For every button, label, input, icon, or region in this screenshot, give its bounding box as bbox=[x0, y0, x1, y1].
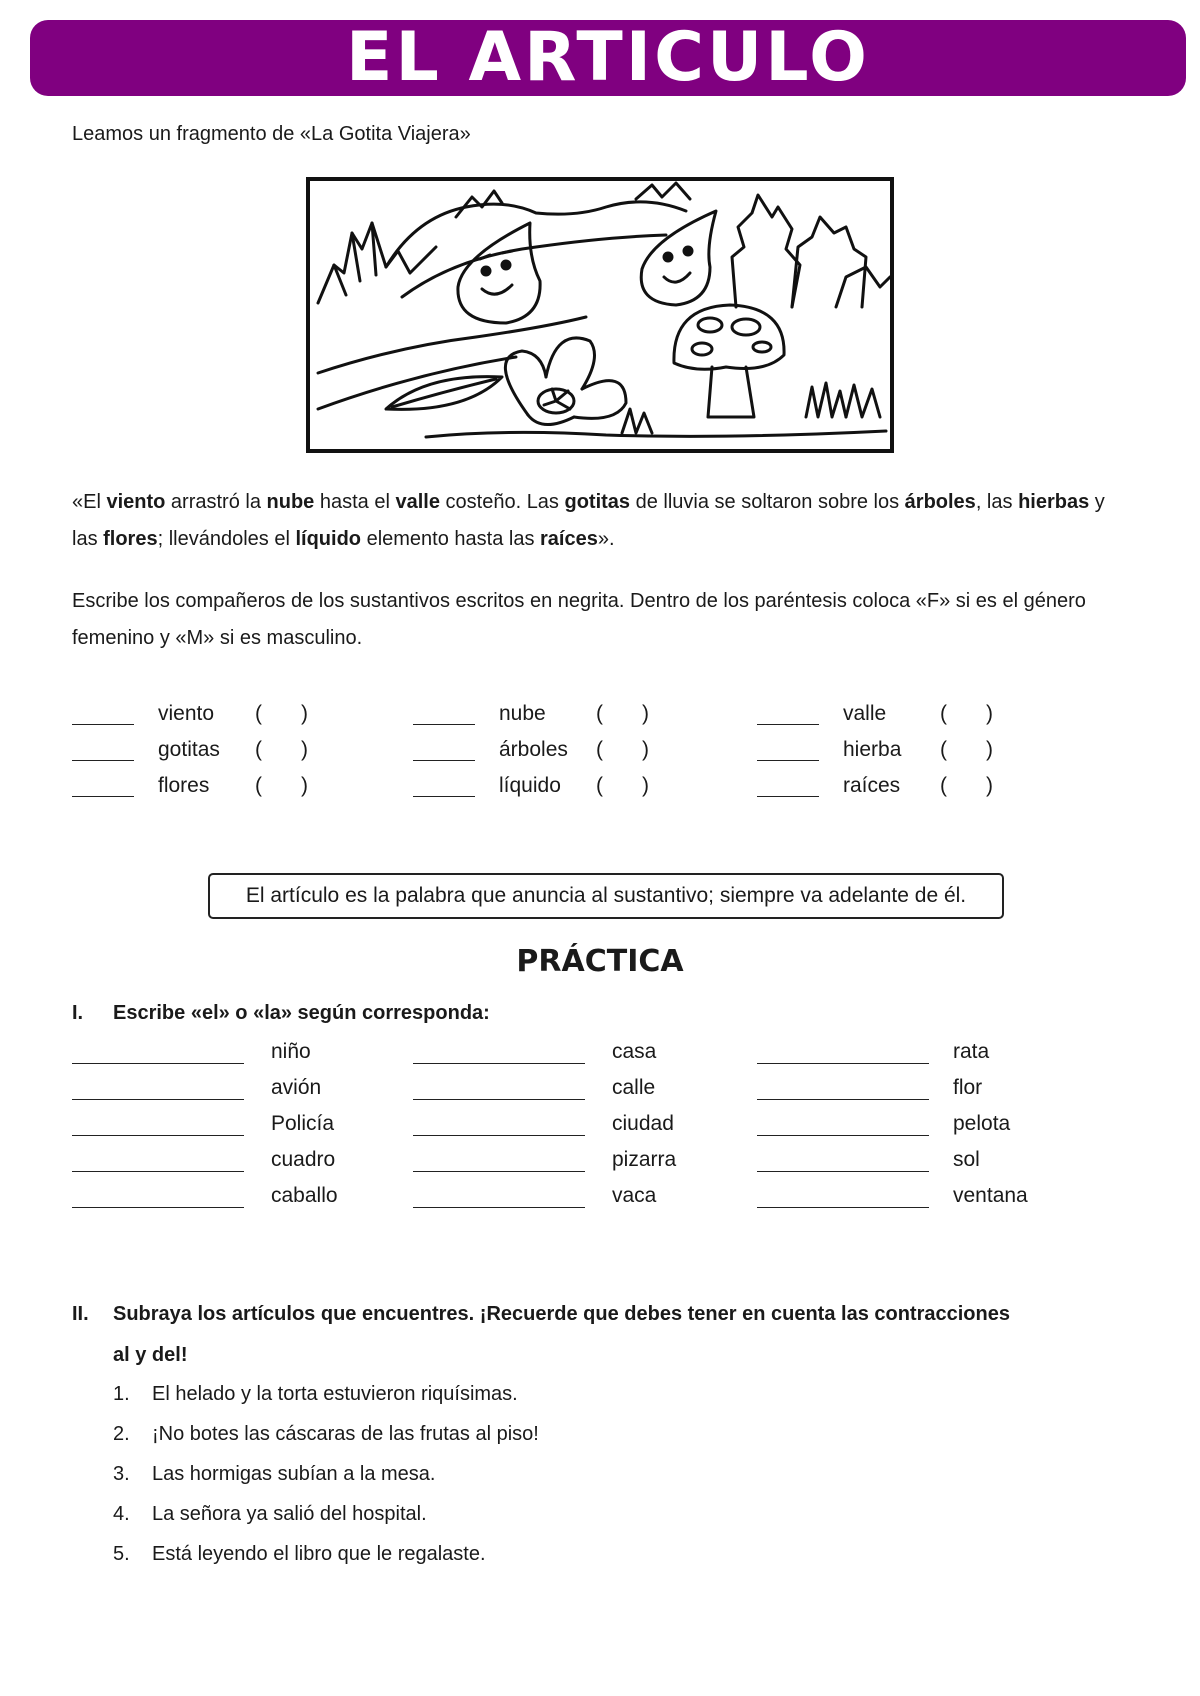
gender-answer-slot[interactable] bbox=[609, 702, 639, 726]
section1-heading: Escribe «el» o «la» según corresponda: bbox=[113, 1002, 490, 1024]
passage-run: ». bbox=[597, 528, 615, 550]
noun-word: ciudad bbox=[612, 1112, 674, 1135]
noun-word: niño bbox=[271, 1040, 311, 1063]
passage-text bbox=[72, 484, 1132, 558]
bold-noun: hierbas bbox=[1018, 491, 1090, 513]
article-blank-line[interactable] bbox=[757, 760, 819, 761]
paren-close: ) bbox=[986, 738, 993, 761]
paren-close: ) bbox=[301, 738, 308, 761]
noun-word: avión bbox=[271, 1076, 322, 1099]
paren-close: ) bbox=[301, 702, 308, 725]
page-title: EL ARTICULO bbox=[346, 18, 870, 97]
sentence-text[interactable]: Está leyendo el libro que le regalaste. bbox=[152, 1543, 486, 1565]
passage-run: costeño. Las bbox=[439, 491, 565, 513]
paren-open: ( bbox=[940, 774, 947, 797]
definition-text: El artículo es la palabra que anuncia al sustantivo; siempre va adelante de él. bbox=[245, 884, 967, 907]
practica-title: PRÁCTICA bbox=[516, 944, 684, 979]
noun-word: gotitas bbox=[158, 738, 220, 761]
noun-word: Policía bbox=[271, 1112, 335, 1135]
sentence-text[interactable]: El helado y la torta estuvieron riquísimas. bbox=[152, 1383, 518, 1405]
article-answer-line[interactable] bbox=[72, 1099, 244, 1100]
noun-word: vaca bbox=[612, 1184, 657, 1207]
gender-answer-slot[interactable] bbox=[953, 702, 983, 726]
bold-noun: nube bbox=[266, 491, 315, 513]
article-answer-line[interactable] bbox=[72, 1135, 244, 1136]
article-answer-line[interactable] bbox=[413, 1135, 585, 1136]
paren-close: ) bbox=[986, 702, 993, 725]
passage-run: , las bbox=[975, 491, 1019, 513]
noun-word: hierba bbox=[843, 738, 902, 761]
bold-noun: árboles bbox=[904, 491, 976, 513]
article-answer-line[interactable] bbox=[757, 1135, 929, 1136]
sentence-text[interactable]: Las hormigas subían a la mesa. bbox=[152, 1463, 436, 1485]
noun-word: ventana bbox=[953, 1184, 1028, 1207]
sentence-text[interactable]: ¡No botes las cáscaras de las frutas al piso! bbox=[152, 1423, 539, 1445]
article-blank-line[interactable] bbox=[72, 760, 134, 761]
article-blank-line[interactable] bbox=[72, 796, 134, 797]
section2-heading-line1: Subraya los artículos que encuentres. ¡Recuerde que debes tener en cuenta las contracciones bbox=[113, 1303, 1010, 1325]
article-answer-line[interactable] bbox=[72, 1171, 244, 1172]
paren-open: ( bbox=[940, 738, 947, 761]
passage-run: y las bbox=[72, 491, 1105, 550]
noun-word: árboles bbox=[499, 738, 568, 761]
passage-run: de lluvia se soltaron sobre los bbox=[630, 491, 905, 513]
article-answer-line[interactable] bbox=[413, 1099, 585, 1100]
sentence-number: 3. bbox=[113, 1463, 130, 1485]
passage-run: arrastró la bbox=[165, 491, 267, 513]
article-blank-line[interactable] bbox=[413, 724, 475, 725]
noun-word: flor bbox=[953, 1076, 983, 1099]
passage-run: hasta el bbox=[314, 491, 396, 513]
noun-word: pelota bbox=[953, 1112, 1011, 1135]
paren-open: ( bbox=[255, 738, 262, 761]
article-blank-line[interactable] bbox=[413, 760, 475, 761]
gender-answer-slot[interactable] bbox=[609, 774, 639, 798]
paren-close: ) bbox=[301, 774, 308, 797]
noun-word: rata bbox=[953, 1040, 990, 1063]
sentence-number: 5. bbox=[113, 1543, 130, 1565]
noun-word: calle bbox=[612, 1076, 656, 1099]
gender-answer-slot[interactable] bbox=[268, 774, 298, 798]
paren-close: ) bbox=[642, 738, 649, 761]
article-answer-line[interactable] bbox=[757, 1099, 929, 1100]
noun-word: raíces bbox=[843, 774, 901, 797]
gender-answer-slot[interactable] bbox=[953, 738, 983, 762]
paren-open: ( bbox=[596, 774, 603, 797]
intro-text: Leamos un fragmento de «La Gotita Viajera» bbox=[72, 123, 471, 145]
noun-word: caballo bbox=[271, 1184, 338, 1207]
paren-open: ( bbox=[596, 738, 603, 761]
paren-open: ( bbox=[596, 702, 603, 725]
instruction-text: Escribe los compañeros de los sustantivos escritos en negrita. Dentro de los paréntesis coloca «F» si es el género femenino y «M» si es masculino. bbox=[72, 590, 1086, 649]
paren-close: ) bbox=[642, 774, 649, 797]
passage-run: «El bbox=[72, 491, 107, 513]
definition-box bbox=[208, 873, 1004, 919]
article-blank-line[interactable] bbox=[72, 724, 134, 725]
noun-word: viento bbox=[158, 702, 215, 725]
article-answer-line[interactable] bbox=[72, 1207, 244, 1208]
article-blank-line[interactable] bbox=[757, 724, 819, 725]
article-answer-line[interactable] bbox=[413, 1207, 585, 1208]
article-blank-line[interactable] bbox=[757, 796, 819, 797]
paren-close: ) bbox=[642, 702, 649, 725]
section2-heading-line2: al y del! bbox=[113, 1344, 188, 1366]
gotita-viajera-illustration bbox=[306, 177, 894, 453]
noun-word: flores bbox=[158, 774, 210, 797]
gender-answer-slot[interactable] bbox=[268, 738, 298, 762]
bold-noun: valle bbox=[395, 491, 440, 513]
title-banner bbox=[30, 20, 1186, 96]
section1-number: I. bbox=[72, 1002, 84, 1024]
section2-number: II. bbox=[72, 1303, 89, 1325]
article-answer-line[interactable] bbox=[757, 1207, 929, 1208]
bold-noun: viento bbox=[106, 491, 166, 513]
article-answer-line[interactable] bbox=[72, 1063, 244, 1064]
passage-run: elemento hasta las bbox=[361, 528, 541, 550]
passage-run: ; llevándoles el bbox=[157, 528, 296, 550]
article-answer-line[interactable] bbox=[757, 1063, 929, 1064]
sentence-number: 4. bbox=[113, 1503, 130, 1525]
paren-open: ( bbox=[255, 774, 262, 797]
noun-word: valle bbox=[843, 702, 887, 725]
bold-noun: raíces bbox=[540, 528, 598, 550]
article-blank-line[interactable] bbox=[413, 796, 475, 797]
paren-open: ( bbox=[255, 702, 262, 725]
noun-word: líquido bbox=[499, 774, 561, 797]
sentence-number: 2. bbox=[113, 1423, 130, 1445]
sentence-text[interactable]: La señora ya salió del hospital. bbox=[152, 1503, 427, 1525]
article-answer-line[interactable] bbox=[413, 1171, 585, 1172]
bold-noun: gotitas bbox=[564, 491, 631, 513]
noun-word: sol bbox=[953, 1148, 980, 1171]
gender-answer-slot[interactable] bbox=[953, 774, 983, 798]
sentence-number: 1. bbox=[113, 1383, 130, 1405]
bold-noun: líquido bbox=[295, 528, 362, 550]
noun-word: pizarra bbox=[612, 1148, 677, 1171]
article-answer-line[interactable] bbox=[413, 1063, 585, 1064]
noun-word: casa bbox=[612, 1040, 657, 1063]
gender-answer-slot[interactable] bbox=[609, 738, 639, 762]
noun-word: nube bbox=[499, 702, 546, 725]
gender-answer-slot[interactable] bbox=[268, 702, 298, 726]
bold-noun: flores bbox=[103, 528, 158, 550]
noun-word: cuadro bbox=[271, 1148, 336, 1171]
paren-open: ( bbox=[940, 702, 947, 725]
paren-close: ) bbox=[986, 774, 993, 797]
article-answer-line[interactable] bbox=[757, 1171, 929, 1172]
